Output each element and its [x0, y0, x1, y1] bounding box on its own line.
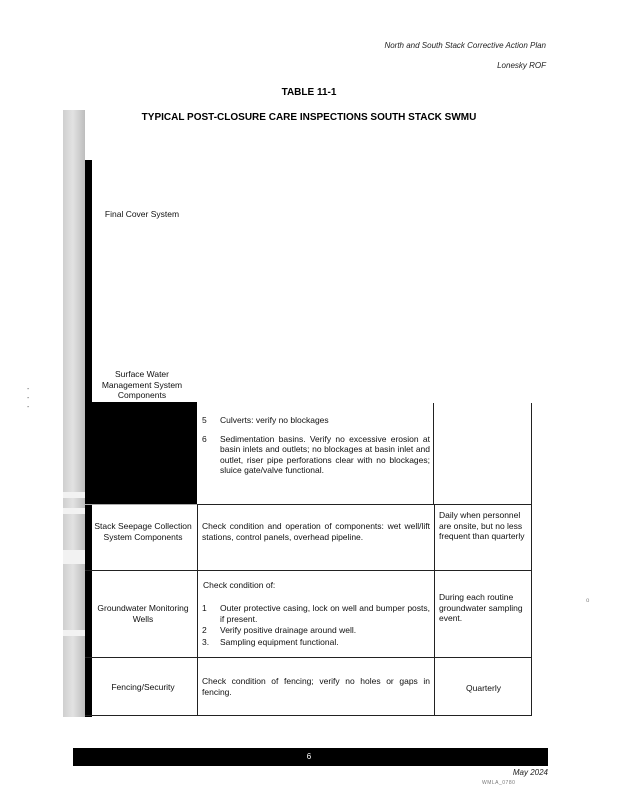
margin-mark: o: [586, 598, 590, 604]
row-seepage-activity: Check condition and operation of components: wet well/lift stations, control panels, overhead pipeline.: [202, 521, 430, 542]
row-surface-water-component: Surface Water Management System Components: [101, 369, 183, 400]
row-groundwater-items: [202, 603, 430, 647]
page-number: 6: [306, 752, 312, 761]
table-row-divider: [85, 657, 532, 658]
list-item: 2 Verify positive drainage around well.: [202, 625, 357, 635]
document-header-facility: Lonesky ROF: [497, 61, 546, 70]
table-divider: [434, 504, 435, 716]
row-seepage-frequency: Daily when personnel are onsite, but no less frequent than quarterly: [439, 510, 525, 541]
row-groundwater-frequency: During each routine groundwater sampling event.: [439, 592, 523, 623]
document-stamp: WMLA_0780: [482, 780, 516, 786]
table-row-divider: [197, 504, 532, 505]
scan-margin-stripe: [63, 110, 85, 717]
row-fencing-component: Fencing/Security: [111, 682, 175, 692]
row-final-cover-component: Final Cover System: [104, 209, 180, 219]
list-item: 1 Outer protective casing, lock on well and bumper posts, if present.: [202, 603, 430, 624]
table-divider: [531, 403, 532, 715]
row-fencing-activity: Check condition of fencing; verify no holes or gaps in fencing.: [202, 676, 430, 697]
row-seepage-component: Stack Seepage Collection System Components: [94, 521, 192, 542]
table-caption: TYPICAL POST-CLOSURE CARE INSPECTIONS SOUTH STACK SWMU: [141, 112, 477, 123]
list-item: 6 Sedimentation basins. Verify no excessive erosion at basin inlets and outlets; no blockages at basin inlet and outlet, riser pipe perforations clear with no blockages; sluice gate/valve functional.: [202, 433, 430, 475]
row-groundwater-component: Groundwater Monitoring Wells: [97, 603, 189, 624]
list-item: 3. Sampling equipment functional.: [202, 636, 339, 647]
table-bottom-border: [85, 715, 532, 716]
row-groundwater-intro: Check condition of:: [203, 580, 276, 590]
table-divider: [433, 403, 434, 504]
table-row-divider: [85, 504, 197, 505]
footer-date: May 2024: [512, 768, 548, 777]
table-row-divider: [85, 570, 532, 571]
row-fencing-frequency: Quarterly: [466, 683, 501, 693]
document-header-title: North and South Stack Corrective Action Plan: [384, 41, 546, 50]
margin-marks: - - -: [27, 386, 30, 411]
list-item: 5 Culverts: verify no blockages: [202, 415, 329, 425]
table-number: TABLE 11-1: [281, 87, 337, 98]
row-surface-water-items: [202, 415, 430, 482]
table-divider: [197, 504, 198, 716]
